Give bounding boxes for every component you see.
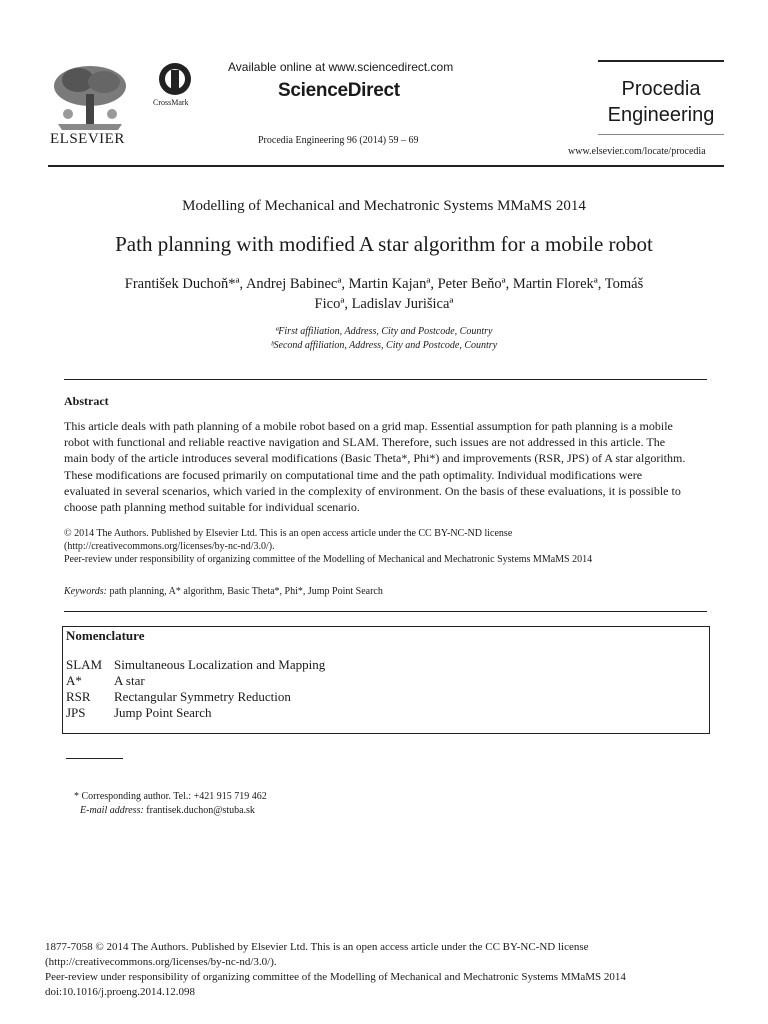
nomenclature-title: Nomenclature [66,628,145,643]
paper-title: Path planning with modified A star algorithm for a mobile robot [115,232,653,256]
affiliation-b: ᵇSecond affiliation, Address, City and Postcode, Country [270,340,498,351]
abstract-divider-top [64,379,707,380]
nomenclature-row: JPS Jump Point Search [66,705,212,720]
footer-license: 1877-7058 © 2014 The Authors. Published by Elsevier Ltd. This is an open access article under the CC BY-NC-ND license [45,941,589,953]
corresponding-author: * Corresponding author. Tel.: +421 915 719 462 [74,791,267,802]
abstract-divider-bottom [64,611,707,612]
footer-peer-review: Peer-review under responsibility of organizing committee of the Modelling of Mechanical and Mechatronic Systems MMaMS 2014 [45,971,626,983]
nomenclature-row: A* A star [66,673,145,688]
author-list: František Duchoň*ª, Andrej Babinecª, Martin Kajanª, Peter Beňoª, Martin Florekª, Tomáš Ficoª, Ladislav Jurišicaª [124,276,644,312]
conference-name: Modelling of Mechanical and Mechatronic Systems MMaMS 2014 [182,198,586,214]
nomenclature-row: SLAM Simultaneous Localization and Mapping [66,657,326,672]
sciencedirect-logo: ScienceDirect [278,80,400,101]
journal-name: Procedia Engineering [607,78,715,126]
keywords [64,586,706,597]
email-label: E-mail address: [80,805,144,816]
publisher-name: ELSEVIER [50,131,125,147]
journal-reference: Procedia Engineering 96 (2014) 59 – 69 [258,135,419,146]
keywords-label: Keywords: [64,586,107,597]
license-link[interactable]: (http://creativecommons.org/licenses/by-nc-nd/3.0/). [64,541,275,552]
elsevier-logo-icon [48,62,132,132]
available-online-text[interactable]: Available online at www.sciencedirect.com [228,60,454,74]
nomenclature-row: RSR Rectangular Symmetry Reduction [66,689,291,704]
crossmark-icon[interactable] [158,62,192,96]
footer-doi[interactable]: doi:10.1016/j.proeng.2014.12.098 [45,986,196,998]
email-link[interactable]: frantisek.duchon@stuba.sk [143,805,255,816]
abstract-heading: Abstract [64,394,109,408]
keywords-list: path planning, A* algorithm, Basic Theta*, Phi*, Jump Point Search [106,586,383,597]
header-divider [48,165,724,167]
journal-url-link[interactable]: www.elsevier.com/locate/procedia [568,146,706,157]
footnote-divider [66,758,123,759]
affiliation-a: ªFirst affiliation, Address, City and Postcode, Country [275,326,493,337]
email-line [80,805,255,816]
crossmark-label: CrossMark [153,98,189,107]
license-notice: © 2014 The Authors. Published by Elsevier Ltd. This is an open access article under the CC BY-NC-ND license (http://creativecommons.org/licenses/by-nc-nd/3.0/). Peer-review under responsibility of organizing committee of the Modelling of Mechanical and Mechatronic Systems MMaMS 2014 [64,527,706,566]
footer-license-link[interactable]: (http://creativecommons.org/licenses/by-nc-nd/3.0/). [45,956,277,968]
abstract-text: This article deals with path planning of a mobile robot based on a grid map. Essential assumption for path planning is a mobile robot with functional and reliable reactive navigation and SLAM. Therefore, such issues are not addressed in this article. The main body of the article introduces several modifications (Basic Theta*, Phi*) and improvements (RSR, JPS) of A star algorithm. These modifications are focused primarily on computational time and the path optimality. Individual modifications were evaluated in several scenarios, which varied in the complexity of environment. On the basis of these evaluations, it is possible to choose path planning method suitable for individual scenario. [64,419,686,515]
